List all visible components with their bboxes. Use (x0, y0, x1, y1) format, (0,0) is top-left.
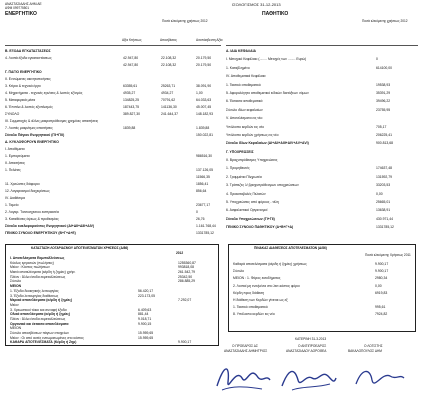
asset-row-net: 1.161.768,44 (196, 224, 216, 228)
asset-row-net: 0 (196, 210, 198, 214)
asset-row-label: ΙΙ. Ενσώματες ακινητοποιήσεις (5, 77, 51, 81)
income-statement-year: 2012 (176, 251, 184, 255)
liability-row-label: Γ. ΥΠΟΧΡΕΩΣΕΙΣ (226, 149, 254, 154)
asset-row-dep: 25263,71 (161, 84, 176, 88)
asset-row-label: Ι. Αποθέματα (5, 147, 25, 151)
liability-row-label: V. Αποτελέσματα εις νέο (226, 116, 263, 121)
asset-row-dep: 4934,27 (161, 91, 174, 95)
asset-row-net: 20.179,50 (196, 56, 212, 60)
asset-row (5, 190, 221, 197)
distribution-row-label: 2. Λοιποί μη ενσ/μένοι στο λειτ.κόστος φόροι (233, 283, 300, 288)
asset-row-net: 45.007,45 (196, 105, 212, 109)
liability-row-amount: 0,00 (376, 191, 383, 196)
income-row-label: Μικτά αποτελέσματα (κέρδη ή ζημίες) χρήσ. (10, 270, 76, 275)
distribution-row-label: ΜΕΙΟΝ : 1. Φόρος εισοδήματος (233, 276, 281, 281)
assets-title: ΕΝΕΡΓΗΤΙΚΟ (5, 11, 37, 17)
liability-row-label: ΙΙ. Βραχυπρόθεσμες Υποχρεώσεις (226, 158, 278, 163)
signer3-name: ΒΑΚΑΛΟΠΟΥΛΟΣ ΔΗΜ (348, 349, 382, 353)
liability-row-amount: 39496,22 (376, 99, 391, 104)
liabilities-year-heading: Ποσά κλειόμενης χρήσεως 2012 (362, 19, 408, 23)
signer3-role: Ο ΛΟΓΙΣΤΗΣ (364, 344, 383, 348)
income-row-sub: 881,44 (138, 312, 149, 317)
income-row-sub: 9.900,15 (138, 321, 152, 326)
income-row-sub: 6.409,63 (138, 307, 152, 312)
assets-year-heading: Ποσά κλειόμενης χρήσεως 2012 (162, 19, 208, 23)
signature-2-icon (278, 360, 338, 398)
distribution-row-label: 1. Τακτικό αποθεματικό (233, 305, 268, 310)
liability-row-amount: 13638,91 (376, 208, 391, 213)
asset-row-acq: 4935,27 (123, 91, 136, 95)
asset-row-label: 4. Μηχανήματα - τεχνικές εγκ/σεις & λοιπός εξ/σμός (5, 91, 83, 95)
asset-row (5, 148, 221, 155)
asset-row-net: 1331785,12 (196, 231, 214, 235)
asset-row-label: Σύνολο κυκλοφορούντος Ενεργητικού (ΔΙ+ΔΙΙ+ΔΙΙΙ+ΔΙV) (5, 224, 95, 228)
income-statement-box (5, 244, 219, 346)
asset-row-label: 11. Χρεώστες διάφοροι (5, 182, 40, 186)
place-date: ΚΑΤΕΡΙΝΗ 31-3-2013 (295, 337, 327, 341)
liability-row-amount: 705,17 (376, 124, 387, 129)
liability-row-label: Σύνολο Υποχρεώσεων (ΓΙ+ΓΙΙ) (226, 216, 275, 221)
liability-row (226, 226, 418, 234)
income-row-label: Μερικά αποτελέσματα (κέρδη ή ζημίες) (10, 298, 73, 303)
asset-row-label: 7. Λοιπές μακρ/σμες απαιτήσεις (5, 126, 53, 130)
distribution-row-amount: 9.900,17 (375, 269, 389, 274)
liability-row-amount: 0 (376, 57, 378, 62)
liability-row-label: Α. ΙΔΙΑ ΚΕΦΑΛΑΙΑ (226, 49, 256, 53)
income-row-label: 3. Έξοδα λειτουργίας διαθέσεως (10, 293, 59, 298)
balance-date: ΙΣΟΛΟΓΙΣΜΟΣ 31-12-2013 (232, 2, 281, 7)
distribution-box (228, 244, 416, 332)
liability-row-label: Ι. Μετοχικό Κεφάλαιο (........ Μετοχές των ........ Ευρώ) (226, 57, 307, 62)
asset-row-net: 38.091,90 (196, 84, 212, 88)
company-vat: ΑΦΜ 099775501 (5, 6, 30, 10)
income-row-total: 286.885,29 (178, 279, 195, 284)
liability-row-label: Υπόλοιπο κερδών εις νέο (226, 124, 265, 129)
income-row-sub: 15.959,65 (138, 331, 154, 335)
income-statement-title: ΚΑΤΑΣΤΑΣΗ ΛΟΓΑΡΙΑΣΜΟΥ ΑΠΟΤΕΛΕΣΜΑΤΩΝ ΧΡΗΣΕΩΣ (Δ/86) (31, 246, 129, 250)
assets-header-rule (5, 45, 221, 46)
liability-row-amount: 900.813,68 (376, 141, 393, 146)
asset-row-label: ΓΕΝΙΚΟ ΣΥΝΟΛΟ ΕΝΕΡΓΗΤΙΚΟΥ (Β+Γ+Δ+Ε) (5, 231, 76, 235)
liability-row-label: 4. Προκαταβολές Πελατών (226, 191, 266, 196)
liability-row-label: 1. Προμηθευτές (226, 166, 250, 171)
asset-row (5, 232, 221, 239)
asset-row-net: 11566,35 (196, 175, 210, 179)
liability-row-amount: 25665,01 (376, 200, 391, 205)
income-row (10, 341, 216, 346)
asset-row-label: ΣΥΝΟΛΟ (5, 112, 20, 116)
liability-row-label: Σύνολο ιδίων κεφαλαίων (226, 107, 263, 112)
distribution-title: ΠΙΝΑΚΑΣ ΔΙΑΘΕΣΕΩΣ ΑΠΟΤΕΛΕΣΜΑΤΩΝ (Δ/86) (254, 246, 327, 250)
distribution-row-label: 8. Υπόλοιπο κερδών εις νέο (233, 312, 275, 317)
asset-row-label: 6. Έπιπλα & λοιπός εξοπλισμός (5, 105, 53, 109)
asset-row-label: 1. Ταμείο (5, 203, 19, 207)
income-row-label: Ι. Αποτελέσματα Εκμεταλλεύσεως (10, 256, 65, 260)
asset-row-acq: 63355,61 (123, 84, 138, 88)
asset-row-label: 1. Εμπορεύματα (5, 154, 30, 158)
distribution-col-heading: Ποσά κλειόμενης Χρήσεως 2011 (365, 253, 411, 257)
income-row-total: 993818,08 (178, 265, 195, 270)
income-row-sub: 15.959,65 (138, 335, 154, 340)
signer2-role: Ο ΑΝΤΙΠΡΟΕΔΡΟΣ (298, 344, 327, 348)
distribution-row-amount: 0,00 (375, 283, 382, 288)
asset-row-label: 12. Λογαριασμοί διαχειρίσεως (5, 189, 50, 193)
distribution-row (233, 313, 413, 320)
liability-row (226, 142, 418, 150)
liability-row-label: Υπόλοιπο κερδών χρήσεως εις νέο (226, 132, 279, 137)
income-row-label: ΚΑΘΑΡΑ ΑΠΟΤΕΛΕΣΜΑΤΑ (Κέρδη ή Ζημ) (10, 340, 77, 345)
liability-row-amount: 1331785,12 (376, 225, 394, 230)
asset-row-label: Β. ΕΞΟΔΑ ΕΓΚΑΤΑΣΤΑΣΕΩΣ (5, 49, 51, 53)
distribution-row-amount: 9.900,17 (375, 262, 389, 266)
asset-row-net: 986516,30 (196, 154, 213, 158)
income-statement-rows (10, 257, 216, 346)
liability-row-label: 3. Τράπεζες λ/ βραχυπρόθεσμων υποχρεώσεων (226, 183, 299, 188)
asset-row-label: 4. Λοιπά έξοδα εγκαταστάσεως (5, 56, 52, 60)
liability-row-amount: 33203,53 (376, 183, 391, 188)
asset-row-dep: 241.644,37 (161, 112, 178, 116)
income-row-label: 1. Έξοδα διοικητικής λειτουργίας (10, 288, 59, 293)
liability-row-amount: 206225,41 (376, 132, 393, 137)
income-row-label: Οργανικά και έκτακτα αποτελέσματα (10, 321, 69, 326)
asset-row-dep: 70791,62 (161, 98, 176, 102)
asset-row (5, 169, 221, 176)
company-name: ΑΝΑΣΤΑΣΙΑΔΗΣ ΔΗΜ.ΑΕ (5, 2, 42, 6)
distribution-row-label: Σύνολο (233, 269, 244, 274)
asset-row-acq: 389.827,30 (123, 112, 140, 116)
income-row-label: Σύνολο αποσβέσεων πάγιων στοιχείων (10, 331, 69, 335)
asset-row-label: ΙV. Διαθέσιμα (5, 196, 25, 200)
asset-row (5, 141, 221, 148)
asset-row-label: Γ. ΠΑΓΙΟ ΕΝΕΡΓΗΤΙΚΟ (5, 70, 42, 74)
income-row-total: 261.542,79 (178, 270, 195, 275)
income-row-label: Πλέον : Άλλα έσοδα εκμεταλλεύσεως (10, 316, 66, 321)
assets-table (5, 50, 221, 239)
signer2-name: ΑΝΑΣΤΑΣΙΑΔΟΥ ΔΟΡΟΘΕΑ (286, 349, 327, 353)
liability-row-amount: 614100,00 (376, 65, 393, 70)
distribution-row-label: Κέρδη προς διάθεση (233, 290, 265, 295)
distribution-row-amount: 995,61 (375, 305, 386, 310)
distribution-row-amount: 6919,83 (375, 290, 388, 295)
liability-row-label: 1. Τακτικό αποθεματικό (226, 82, 261, 87)
asset-row-label: ΙΙΙ. Συμμετοχές & άλλες μακροπρόθεσμες χρημ/κες απαιτήσεις (5, 119, 99, 123)
col-acquisition-value: Αξία Κτήσεως (122, 38, 142, 42)
col-depreciation: Αποσβέσεις (160, 38, 177, 42)
signer1-name: ΑΝΑΣΤΑΣΙΑΔΗΣ ΔΗΜΗΤΡΙΟΣ (224, 349, 268, 353)
liability-row-label: 6. Έκτακτα αποθεματικά (226, 99, 263, 104)
liability-row-label: 5. Αφορολόγητο αποθεματικό ειδικών διατάξεων νόμων (226, 90, 309, 95)
asset-row-label: 1. Πελάτες (5, 168, 21, 172)
distribution-rows (233, 263, 413, 321)
liabilities-table (226, 50, 418, 235)
signer1-role: Ο ΠΡΟΕΔΡΟΣ ΔΣ (232, 344, 258, 348)
distribution-row-label: Η διάθεση των Κερδών γίνεται ως εξ (233, 297, 288, 302)
asset-row-net: 150.022,81 (196, 133, 213, 137)
liability-row-label: 5. Υποχρεώσεις από φόρους - τέλη (226, 200, 279, 205)
asset-row (5, 92, 221, 99)
income-row-total: 1255360,87 (178, 260, 196, 265)
asset-row-acq: 42.947,80 (123, 63, 139, 67)
income-row-label: ΜΕΙΟΝ (10, 326, 22, 331)
income-row-total: 7.292,07 (178, 298, 192, 303)
liability-row-label: ΓΕΝΙΚΟ ΣΥΝΟΛΟ ΠΑΘΗΤΙΚΟΥ (Α+Β+Γ+Δ) (226, 225, 294, 230)
income-row-label: Κύκλος εργασιών (πωλήσεις) (10, 260, 54, 265)
asset-row-net: 1856,41 (196, 182, 209, 186)
income-row-label: 3. Χρεωστικοί τόκοι και συναφή έξοδα (10, 307, 67, 312)
income-row-label: Μείον (10, 302, 19, 307)
asset-row-label: 3. Καταθέσεις όψεως & προθεσμίας (5, 217, 59, 221)
asset-row-net: 64.033,63 (196, 98, 212, 102)
income-row-sub: 56.420,17 (138, 288, 154, 293)
signature-3-icon (350, 360, 408, 396)
income-row-label: Πλέον : Άλλα έσοδα εκμεταλλεύσεως (10, 274, 66, 279)
liability-row-amount: 35391,29 (376, 90, 391, 95)
distribution-row-amount: 7924,82 (375, 312, 388, 317)
col-net-value: Αναπόσβεστη Αξία (196, 38, 223, 42)
asset-row-net: 856,64 (196, 189, 207, 193)
liabilities-title: ΠΑΘΗΤΙΚΟ (262, 11, 289, 17)
liability-row-amount: 19538,93 (376, 82, 391, 87)
asset-row-label: ΙΙ. Απαιτήσεις (5, 161, 26, 165)
asset-row-net: 23677,17 (196, 203, 211, 207)
income-row-sub: 9.018,71 (138, 316, 152, 321)
asset-row-label: 3. Κτίρια & τεχνικά έργα (5, 84, 41, 88)
asset-row-net: 1,00 (196, 91, 203, 95)
liability-row-label: Σύνολο Ιδίων Κεφαλαίων (ΑΙ+ΑΙΙ+ΑΙΙΙ+ΑΙV+ΑV+ΑVΙ) (226, 141, 309, 146)
asset-row (5, 197, 221, 204)
asset-row-acq: 187443,75 (123, 105, 140, 109)
income-row-total: 9.900,17 (178, 340, 192, 345)
income-row-label: Μείον : Κόστος πωλήσεων (10, 265, 50, 270)
liability-row-label: 6. Ασφαλιστικοί Οργανισμοί (226, 208, 268, 213)
signature-1-icon (212, 356, 272, 398)
income-row-label: Σύνολο (10, 279, 21, 284)
asset-row (5, 162, 221, 169)
asset-row-dep: 141136,30 (161, 105, 177, 109)
liabilities-header-rule (226, 45, 418, 46)
liability-row-amount: 23755,95 (376, 107, 391, 112)
asset-row-net: 20.179,50 (196, 63, 212, 67)
asset-row-acq: 1839,88 (123, 126, 136, 130)
income-row-label: Μείον : Οι από αυτές ενσωματωμένες στο κόστος (10, 335, 84, 340)
distribution-row-label: Καθαρά αποτελέσματα (κέρδη ή ζημίες) χρήσεως (233, 262, 307, 266)
liability-row-amount: 131592,79 (376, 174, 393, 179)
liability-row-label: ΙV. Αποθεματικά Κεφάλαια (226, 74, 266, 79)
liability-row-label: 1. Καταβλημένο (226, 65, 250, 70)
asset-row-net: 26,76 (196, 217, 205, 221)
asset-row (5, 106, 221, 113)
income-row-sub: 223.173,05 (138, 293, 155, 298)
asset-row-label: 2. Λογαρ. Τισσυσχεσιου εισπρακτέα (5, 210, 59, 214)
asset-row-dep: 22.108,32 (161, 56, 177, 60)
distribution-row-amount: 2980,34 (375, 276, 388, 281)
asset-row-net: 148.182,93 (196, 112, 213, 116)
asset-row-net: 137.126,05 (196, 168, 213, 172)
liability-row-label: 2. Γραμμάτια Πληρωτέα (226, 174, 262, 179)
asset-row-acq: 134825,25 (123, 98, 140, 102)
asset-row-net: 1.839,88 (196, 126, 210, 130)
asset-row (5, 57, 221, 64)
income-row-label: ΜΕΙΟΝ (10, 284, 22, 289)
liability-row-amount: 174637,48 (376, 166, 393, 171)
income-row-label: Ολικά αποτελέσματα (κέρδη ή ζημίες) (10, 312, 71, 317)
asset-row-label: Σύνολο Πάγιου Ενεργητικού (ΓΙΙ+ΓΙΙΙ) (5, 133, 65, 137)
liability-row-amount: 430.971,44 (376, 216, 393, 221)
asset-row (5, 155, 221, 162)
asset-row-acq: 42.947,80 (123, 56, 139, 60)
asset-row-dep: 22.108,32 (161, 63, 177, 67)
asset-row-label: Δ. ΚΥΚΛΟΦΟΡΟΥΝ ΕΝΕΡΓΗΤΙΚΟ (5, 140, 59, 144)
asset-row-label: 5. Μεταφορικά μέσα (5, 98, 36, 102)
income-row-total: 25342,50 (178, 274, 193, 279)
